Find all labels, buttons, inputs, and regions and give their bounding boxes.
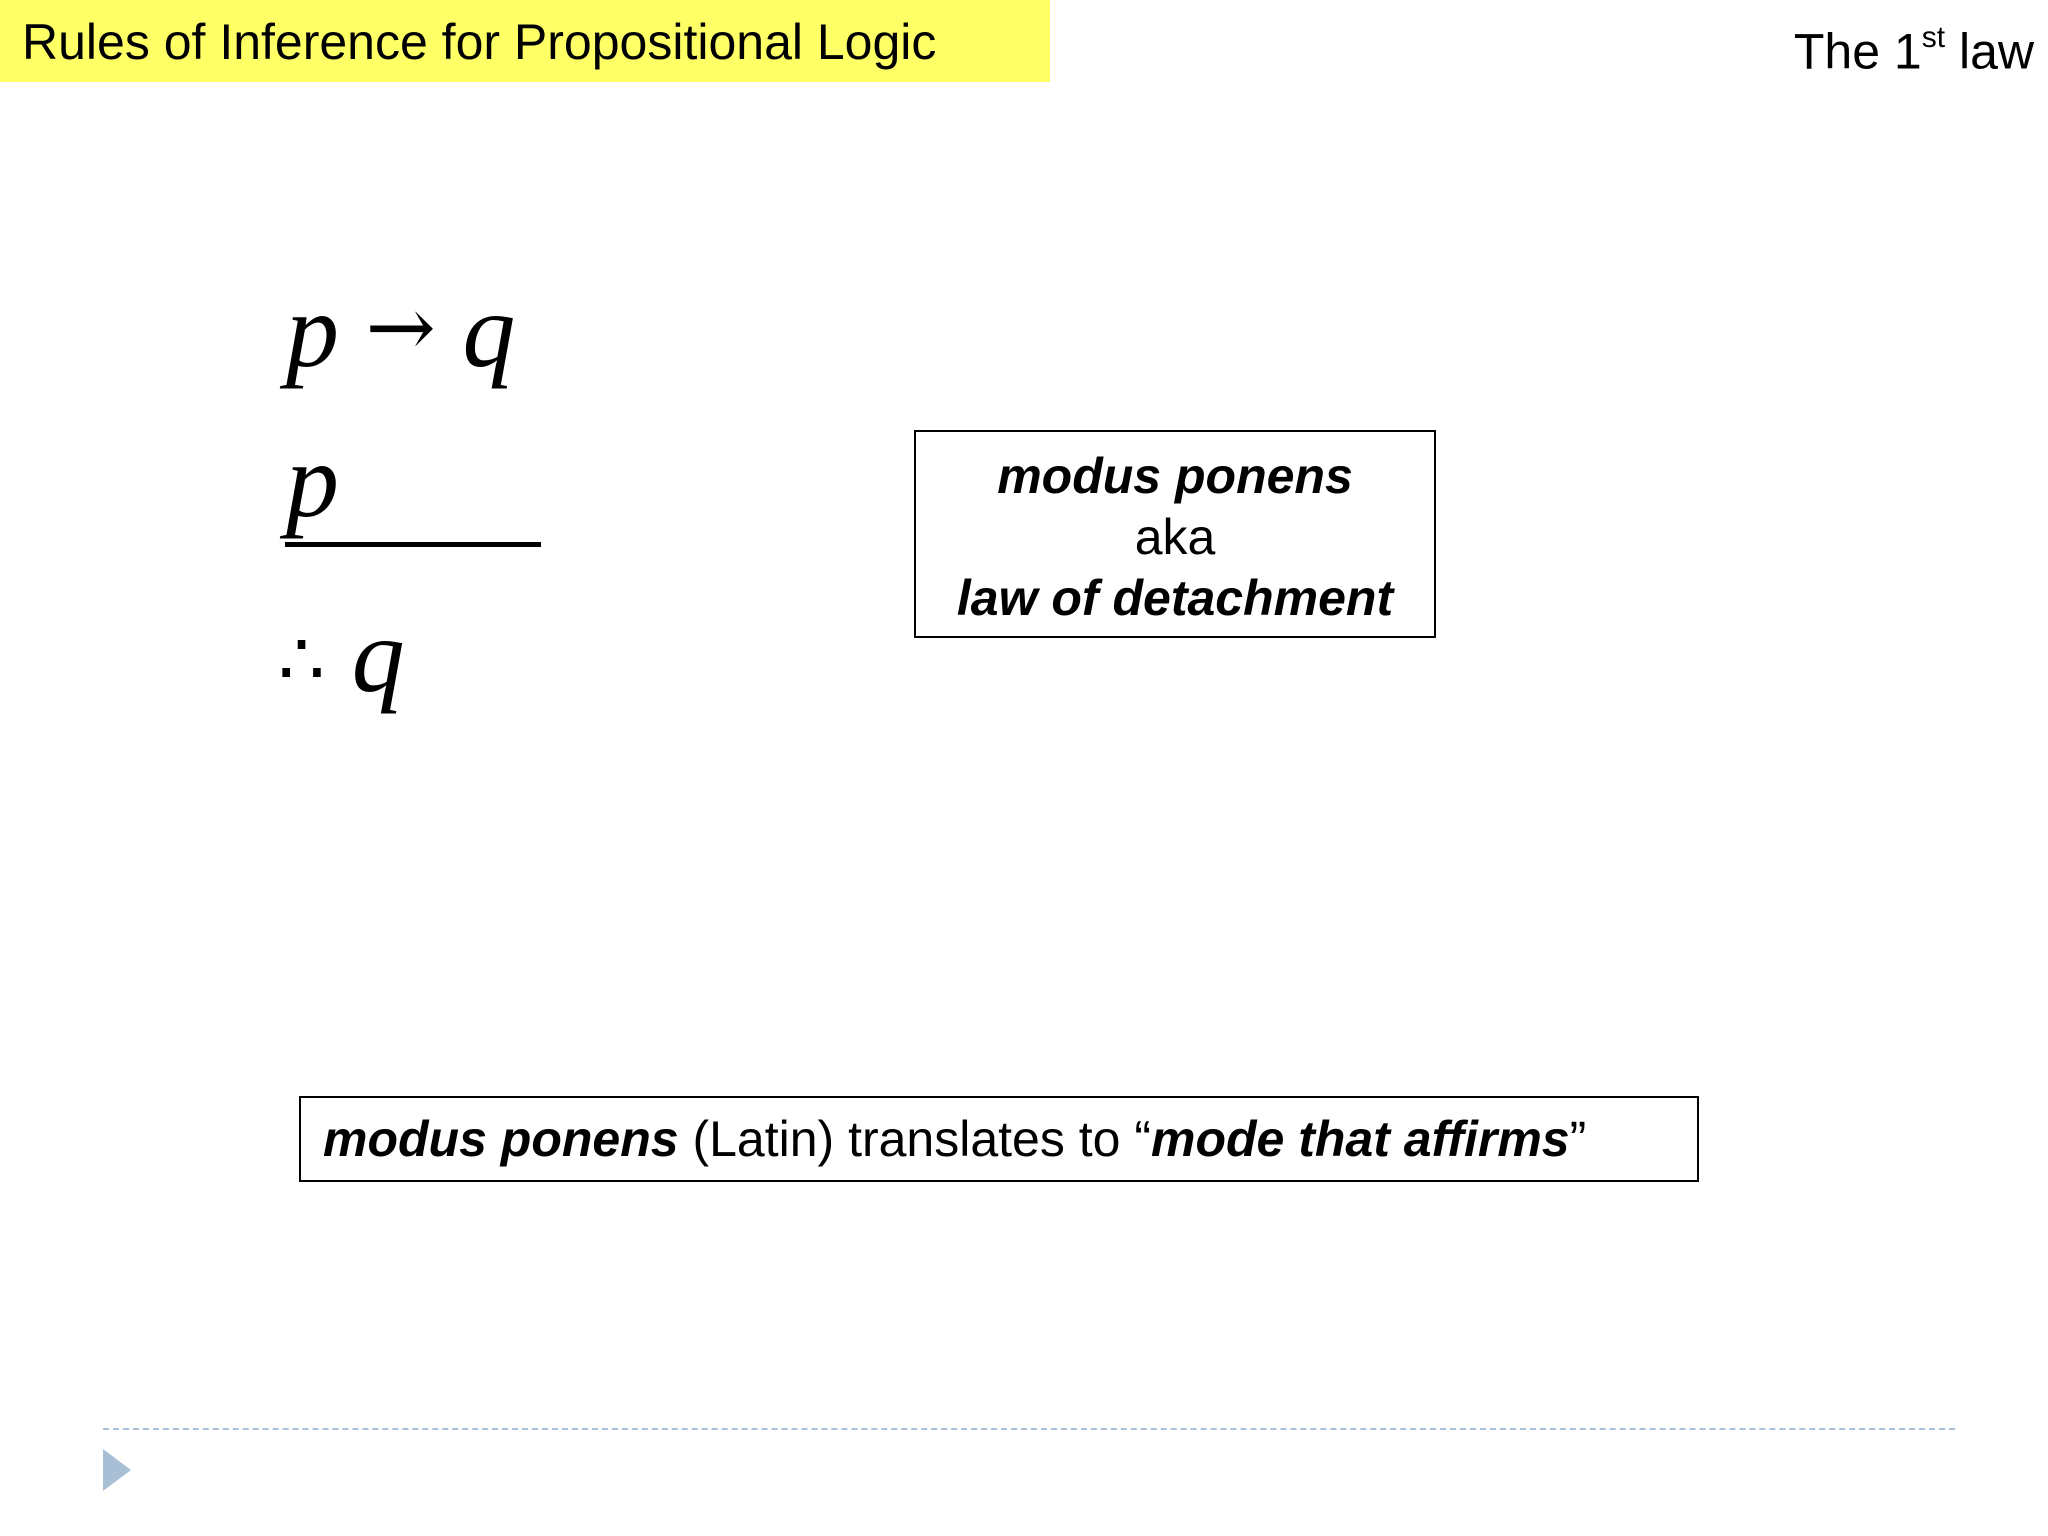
rule-name-box bbox=[914, 430, 1436, 638]
implies-arrow: → bbox=[365, 278, 436, 376]
premise-implication bbox=[286, 270, 515, 392]
subtitle-ordinal: st bbox=[1921, 21, 1946, 54]
conclusion bbox=[278, 595, 405, 717]
footer-divider bbox=[103, 1428, 1955, 1430]
therefore-symbol: ∴ bbox=[278, 617, 326, 703]
conclusion-q: q bbox=[351, 597, 405, 714]
premise-q: q bbox=[462, 272, 516, 389]
translation-box bbox=[299, 1096, 1699, 1182]
subtitle-suffix: law bbox=[1945, 23, 2034, 80]
inference-line bbox=[285, 542, 541, 547]
rule-alt-name: law of detachment bbox=[956, 570, 1394, 626]
translation-end: ” bbox=[1569, 1111, 1587, 1167]
rule-name: modus ponens bbox=[997, 448, 1353, 504]
translation-middle: (Latin) translates to “ bbox=[678, 1111, 1151, 1167]
slide-subtitle bbox=[1794, 12, 2034, 82]
premise-p: p bbox=[286, 272, 339, 389]
premise-p-line: p bbox=[286, 422, 339, 539]
play-triangle-icon bbox=[103, 1449, 131, 1491]
subtitle-prefix: The 1 bbox=[1793, 23, 1922, 80]
translation-term: modus ponens bbox=[323, 1111, 679, 1167]
aka-label: aka bbox=[1134, 509, 1216, 565]
slide-title: Rules of Inference for Propositional Logic bbox=[22, 14, 937, 70]
translation-meaning: mode that affirms bbox=[1151, 1111, 1570, 1167]
title-banner bbox=[0, 0, 1050, 82]
